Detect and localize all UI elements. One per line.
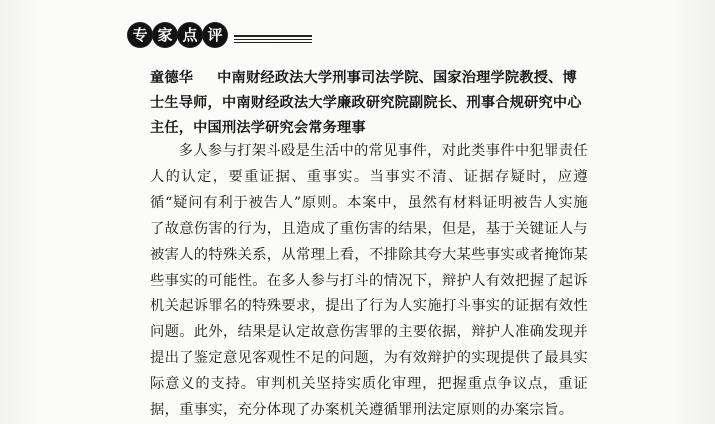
expert-review-badge <box>128 23 228 47</box>
review-body <box>150 139 588 424</box>
review-paragraph: 多人参与打架斗殴是生活中的常见事件，对此类事件中犯罪责任人的认定，要重证据、重事实。当事实不清、证据存疑时，应遵循“疑问有利于被告人”原则。本案中，虽然有材料证明被告人实施了故意伤害的行为，且造成了重伤害的结果，但是，基于关键证人与被害人的特殊关系，从常理上看，不排除其夸大某些事实或者掩饰某些事实的可能性。在多人参与打斗的情况下，辩护人有效把握了起诉机关起诉罪名的特殊要求，提出了行为人实施打斗事实的证据有效性问题。此外，结果是认定故意伤害罪的主要依据，辩护人准确发现并提出了鉴定意见客观性不足的问题，为有效辩护的实现提供了最具实际意义的支持。审判机关坚持实质化审理，把握重点争议点，重证据，重事实，充分体现了办案机关遵循罪刑法定原则的办案宗旨。 <box>150 143 588 419</box>
badge-char-4: 评 <box>203 23 227 47</box>
author-bio <box>150 66 590 141</box>
header-decorative-rule <box>234 35 312 45</box>
author-description: 中南财经政法大学刑事司法学院、国家治理学院教授、博士生导师，中南财经政法大学廉政研究院副院长、刑事合规研究中心主任，中国刑法学研究会常务理事 <box>150 70 582 136</box>
badge-char-2: 家 <box>153 23 177 47</box>
author-name: 童德华 <box>150 70 194 86</box>
badge-char-3: 点 <box>178 23 202 47</box>
badge-char-1: 专 <box>128 23 152 47</box>
expert-review-header <box>128 20 312 50</box>
